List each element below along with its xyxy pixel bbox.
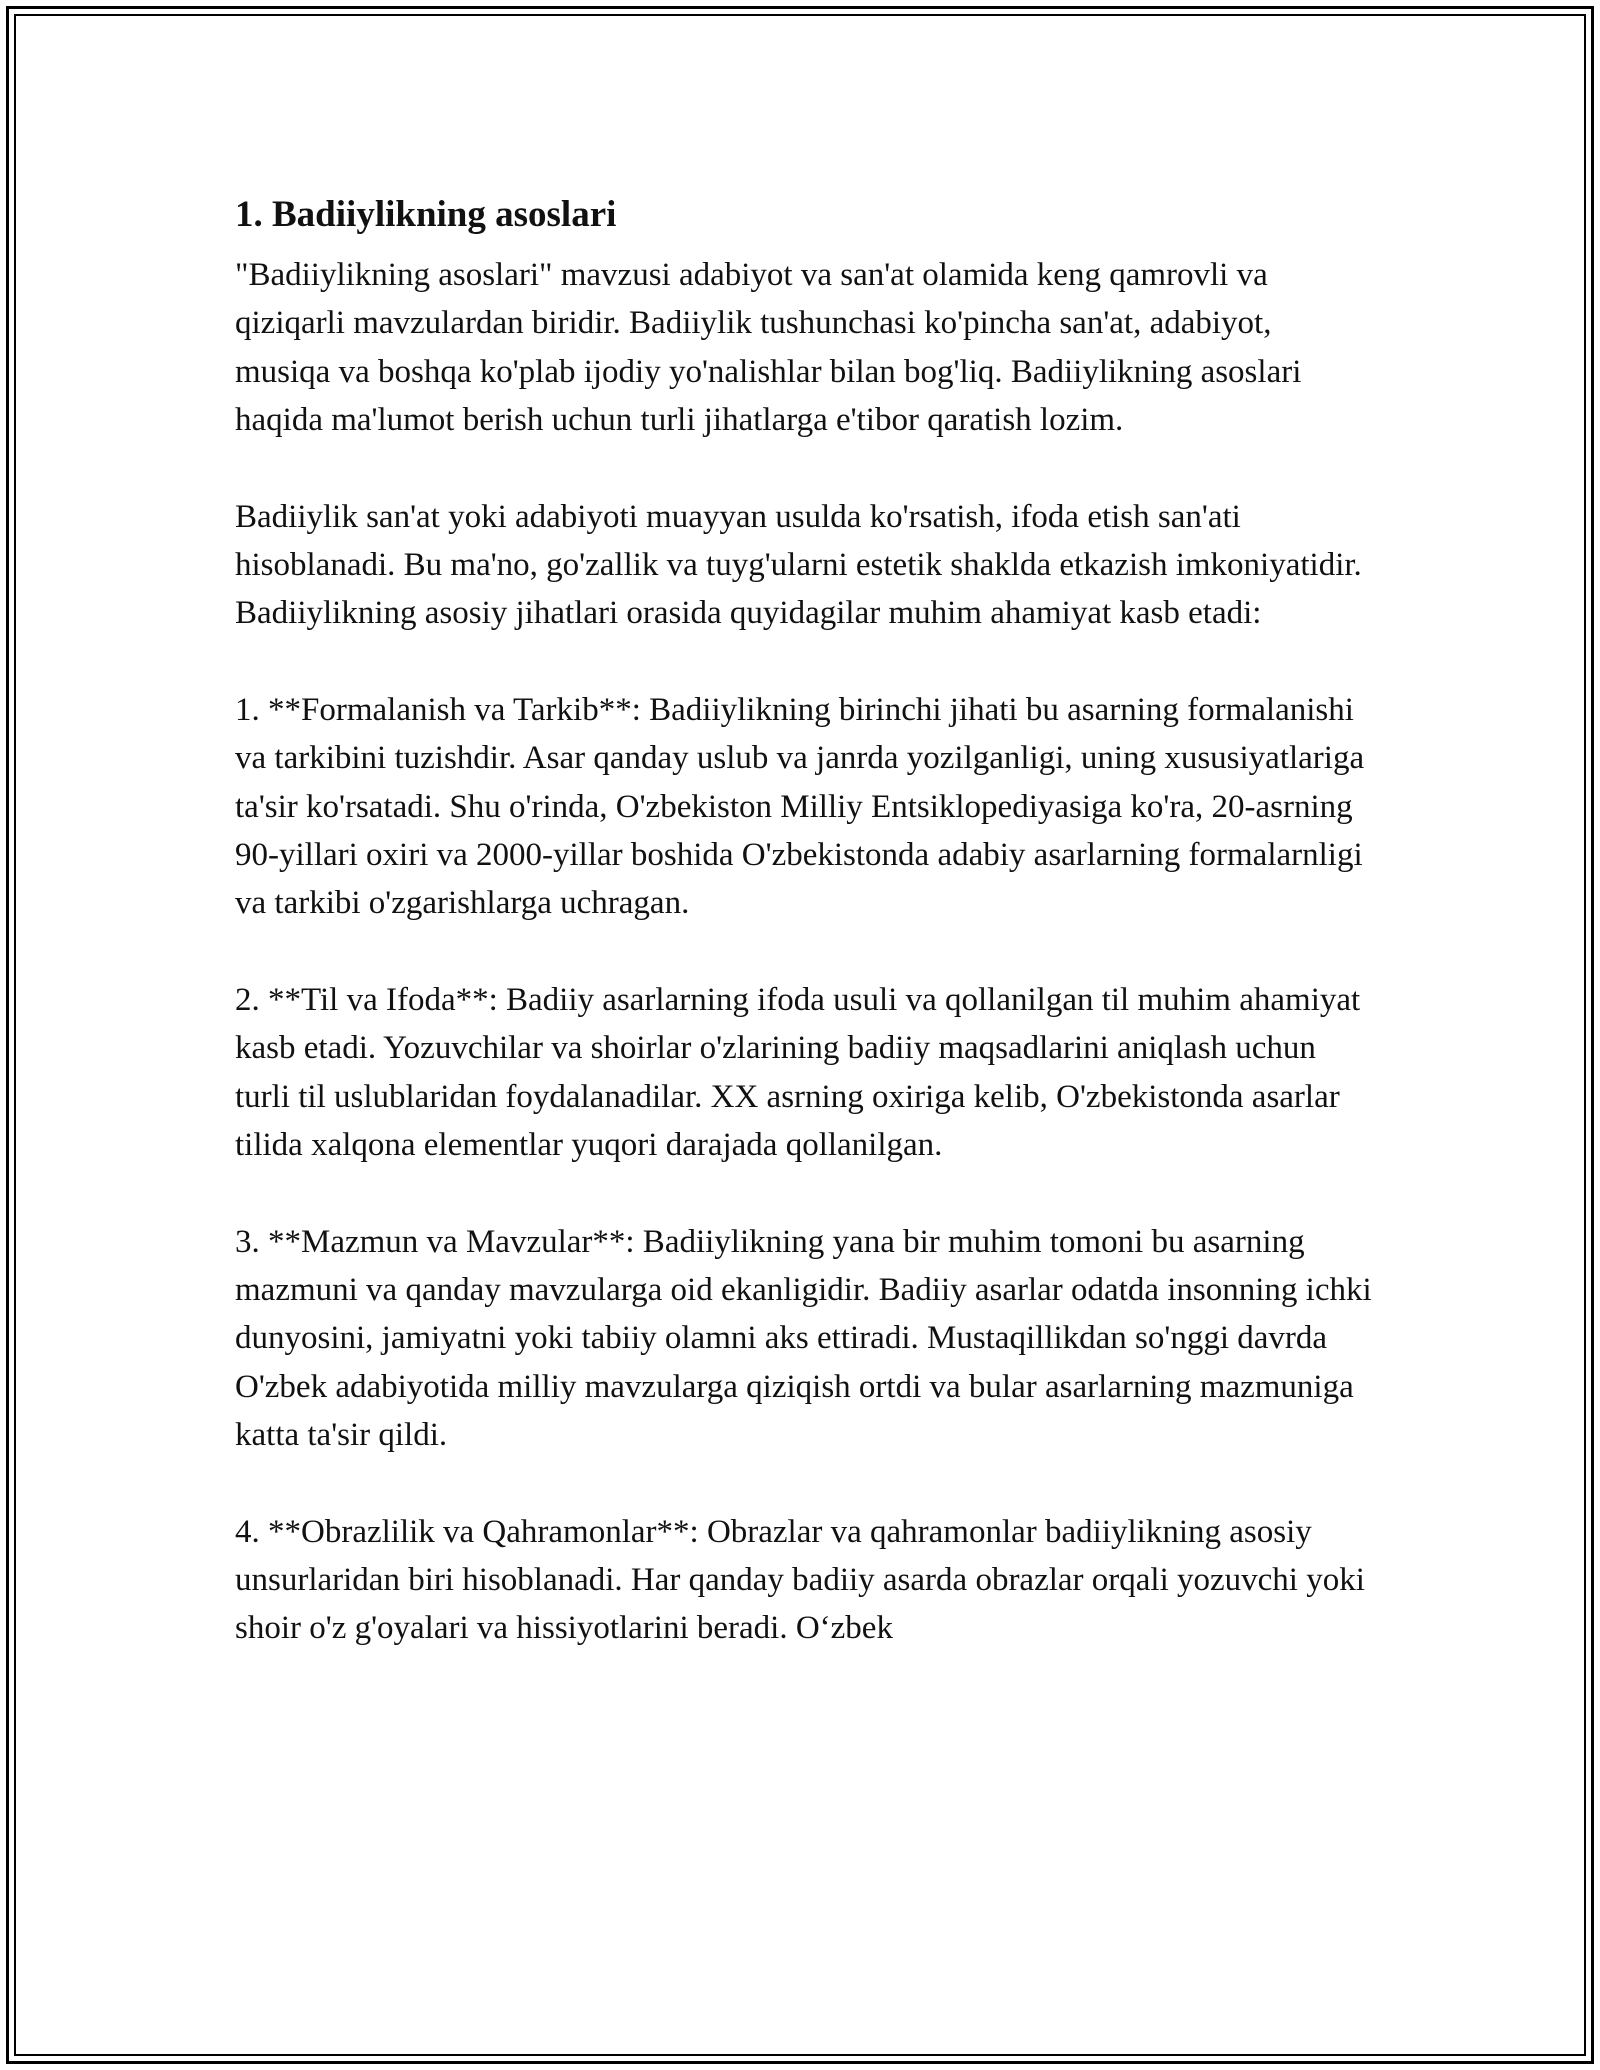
paragraph-definition: Badiiylik san'at yoki adabiyoti muayyan usulda ko'rsatish, ifoda etish san'ati hisoblanadi. Bu ma'no, go'zallik va tuyg'ularni estetik shaklda etkazish imkoniyatidir. Badiiylikning asosiy jihatlari orasida quyidagilar muhim ahamiyat kasb etadi: (235, 498, 1362, 632)
paragraph-intro: "Badiiylikning asoslari" mavzusi adabiyot va san'at olamida keng qamrovli va qiziqarli mavzulardan biridir. Badiiylik tushunchasi ko'pincha san'at, adabiyot, musiqa va boshqa ko'plab ijodiy yo'nalishlar bilan bog'liq. Badiiylikning asoslari haqida ma'lumot berish uchun turli jihatlarga e'tibor qaratish lozim. (235, 257, 1302, 439)
paragraph-point-2: 2. **Til va Ifoda**: Badiiy asarlarning ifoda usuli va qollanilgan til muhim ahamiyat kasb etadi. Yozuvchilar va shoirlar o'zlarining badiiy maqsadlarini aniqlash uchun turli til uslublaridan foydalanadilar. XX asrning oxiriga kelib, O'zbekistonda asarlar tilida xalqona elementlar yuqori darajada qollanilgan. (235, 981, 1361, 1164)
paragraph-point-1: 1. **Formalanish va Tarkib**: Badiiylikning birinchi jihati bu asarning formalanishi va tarkibini tuzishdir. Asar qanday uslub va janrda yozilganligi, uning xususiyatlariga ta'sir ko'rsatadi. Shu o'rinda, O'zbekiston Milliy Entsiklopediyasiga ko'ra, 20-asrning 90-yillari oxiri va 2000-yillar boshida O'zbekistonda adabiy asarlarning formalarnligi va tarkibi o'zgarishlarga uchragan. (235, 691, 1365, 922)
paragraph-point-4: 4. **Obrazlilik va Qahramonlar**: Obrazlar va qahramonlar badiiylikning asosiy unsurlaridan biri hisoblanadi. Har qanday badiiy asarda obrazlar orqali yozuvchi yoki shoir o'z g'oyalari va hissiyotlarini beradi. O‘zbek (235, 1513, 1365, 1647)
section-heading: 1. Badiiylikning asoslari (235, 194, 617, 235)
paragraph-point-3: 3. **Mazmun va Mavzular**: Badiiylikning yana bir muhim tomoni bu asarning mazmuni va qanday mavzularga oid ekanligidir. Badiiy asarlar odatda insonning ichki dunyosini, jamiyatni yoki tabiiy olamni aks ettiradi. Mustaqillikdan so'nggi davrda O'zbek adabiyotida milliy mavzularga qiziqish ortdi va bular asarlarning mazmuniga katta ta'sir qildi. (235, 1223, 1372, 1454)
document-body (235, 185, 1375, 1701)
